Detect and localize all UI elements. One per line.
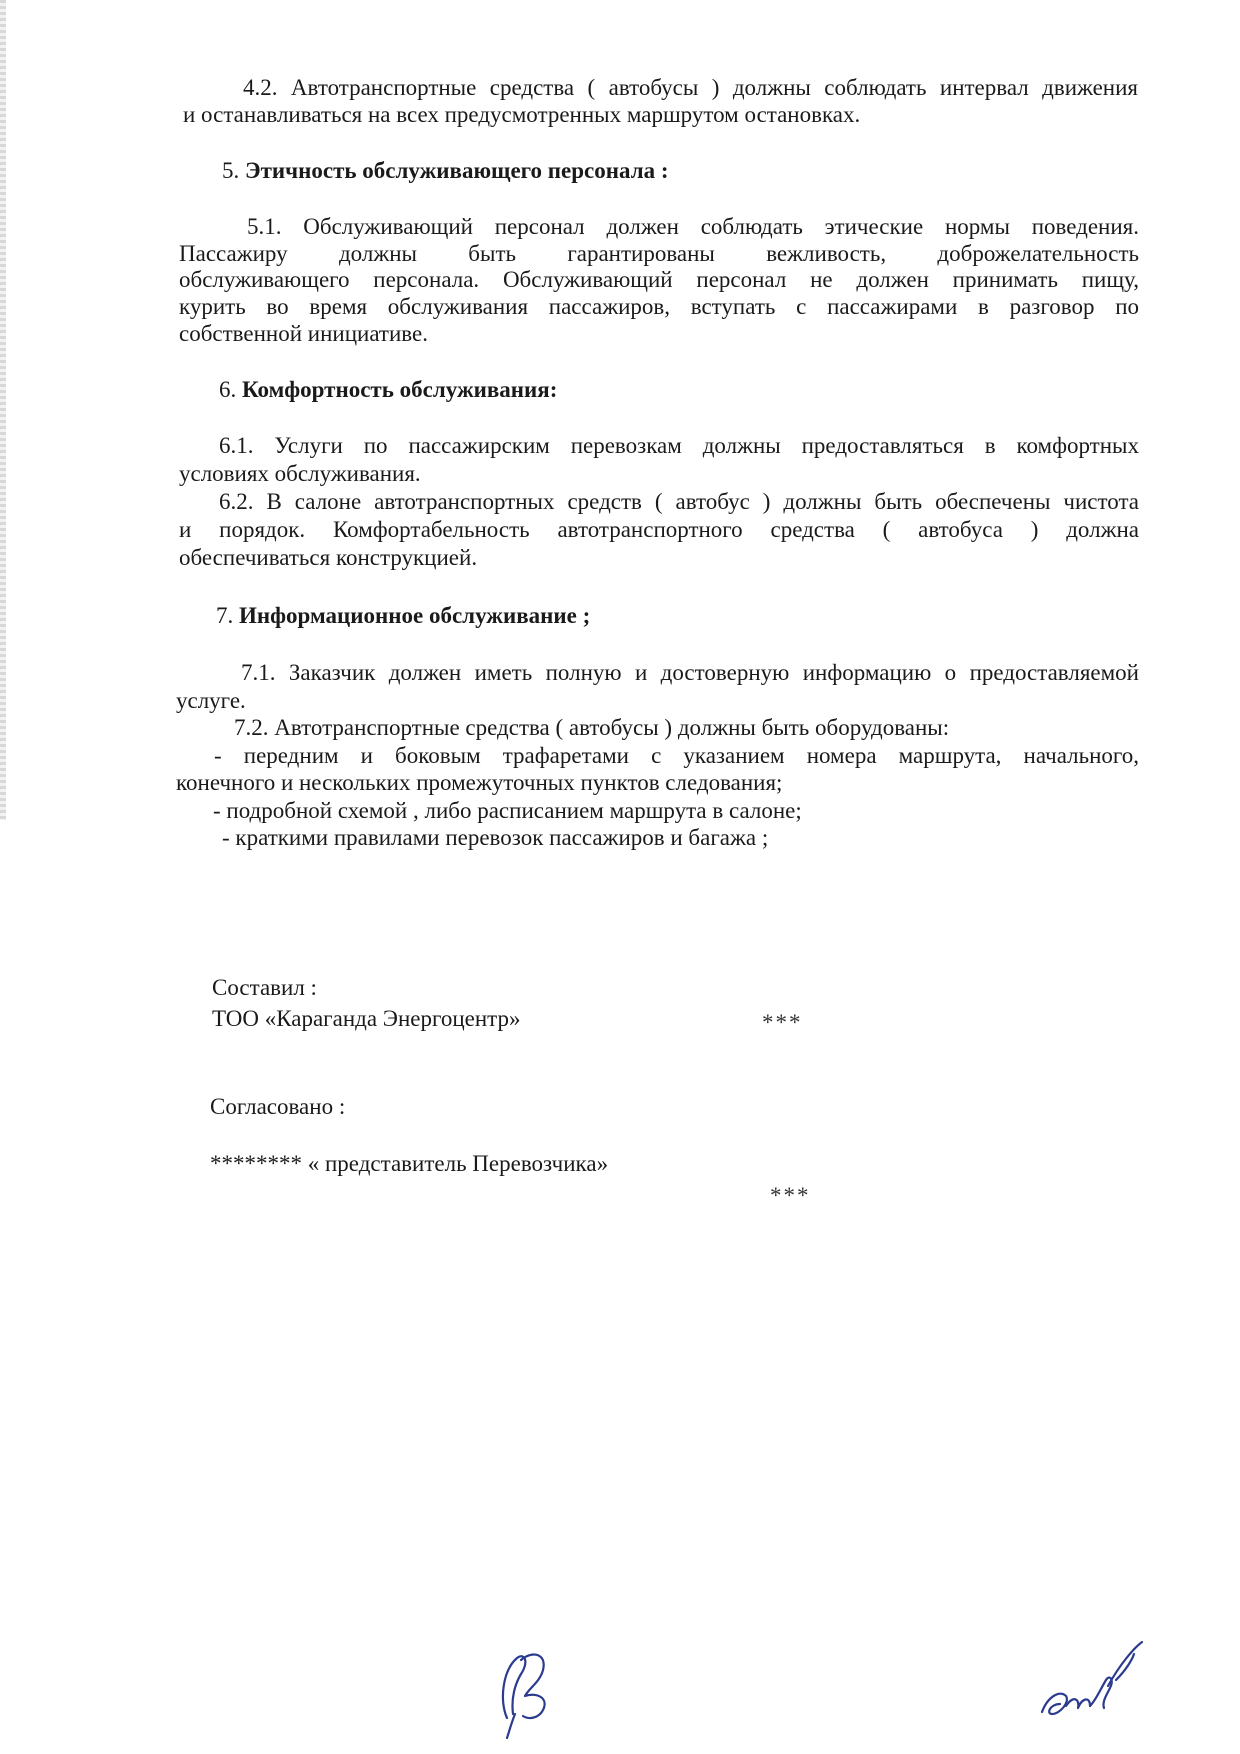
handwritten-signature-left-icon [485,1640,575,1740]
paragraph-6-2-line-2: и порядок. Комфортабельность автотранспортного средства ( автобуса ) должна [179,517,1139,542]
paragraph-6-2-line-3: обеспечиваться конструкцией. [179,545,478,570]
paragraph-5-1-line-5: собственной инициативе. [179,321,428,346]
bullet-3: - краткими правилами перевозок пассажиров и багажа ; [222,825,769,850]
section-6-title: Комфортность обслуживания: [242,377,558,402]
section-7-number: 7. [216,603,234,628]
section-7-title: Информационное обслуживание ; [239,603,591,628]
paragraph-6-1-line-1: 6.1. Услуги по пассажирским перевозкам должны предоставляться в комфортных [219,433,1139,458]
agreed-signature-placeholder: *** [770,1183,811,1208]
paragraph-6-1-line-2: условиях обслуживания. [179,461,421,486]
agreed-label: Согласовано : [210,1094,346,1119]
paragraph-5-1-line-3: обслуживающего персонала. Обслуживающий персонал не должен принимать пищу, [179,267,1139,292]
section-7-heading [216,602,590,630]
paragraph-7-2-line-1: 7.2. Автотранспортные средства ( автобусы ) должны быть оборудованы: [234,715,950,740]
paragraph-5-1-line-1: 5.1. Обслуживающий персонал должен соблюдать этические нормы поведения. [247,214,1139,239]
paragraph-5-1-line-4: курить во время обслуживания пассажиров, вступать с пассажирами в разговор по [179,294,1139,319]
paragraph-7-1-line-2: услуге. [176,688,246,713]
bullet-2: - подробной схемой , либо расписанием маршрута в салоне; [213,798,802,823]
section-5-title: Этичность обслуживающего персонала : [245,158,669,183]
section-6-heading [219,376,557,404]
paragraph-5-1-line-2: Пассажиру должны быть гарантированы вежливость, доброжелательность [179,241,1139,266]
section-5-heading [222,157,669,185]
agreed-organization: ******** « представитель Перевозчика» [210,1151,609,1176]
compiled-organization: ТОО «Караганда Энергоцентр» [212,1006,521,1031]
paragraph-7-1-line-1: 7.1. Заказчик должен иметь полную и достоверную информацию о предоставляемой [241,660,1139,685]
paragraph-4-2-line-2: и останавливаться на всех предусмотренных маршрутом остановках. [183,102,861,127]
bullet-1-line-2: конечного и нескольких промежуточных пунктов следования; [176,770,783,795]
section-5-number: 5. [222,158,240,183]
section-6-number: 6. [219,377,237,402]
compiled-label: Составил : [212,975,317,1000]
paragraph-6-2-line-1: 6.2. В салоне автотранспортных средств ( автобус ) должны быть обеспечены чистота [219,489,1139,514]
handwritten-signature-right-icon [1030,1634,1160,1734]
paragraph-4-2-line-1: 4.2. Автотранспортные средства ( автобусы ) должны соблюдать интервал движения [243,75,1138,100]
bullet-1-line-1: - передним и боковым трафаретами с указанием номера маршрута, начального, [214,743,1139,768]
compiled-signature-placeholder: *** [762,1010,803,1035]
